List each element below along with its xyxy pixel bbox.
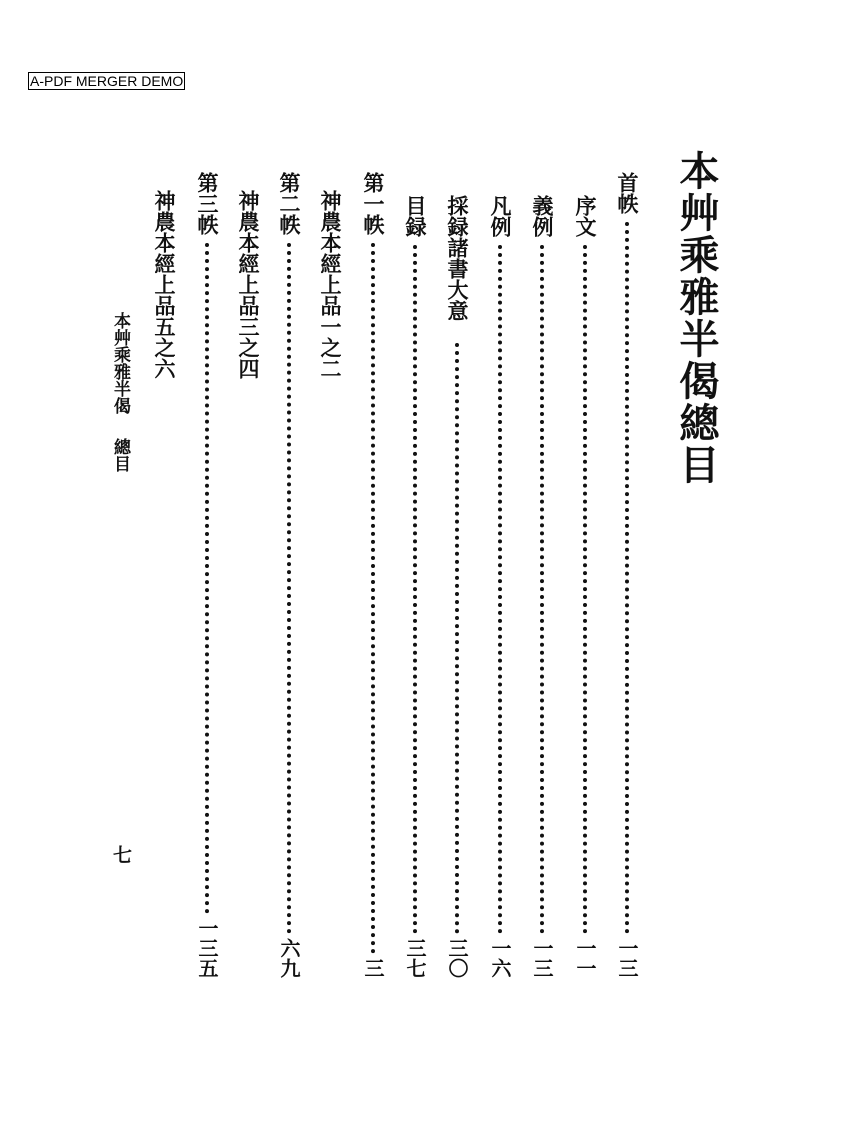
entry-label: 第二帙 [277, 172, 302, 235]
entry-label: 序文 [573, 195, 598, 237]
margin-book-title: 本艸乘雅半偈 [110, 312, 130, 414]
entry-label: 第一帙 [361, 172, 386, 235]
entry-page: 三七 [403, 938, 427, 978]
leader-dots [498, 245, 502, 934]
page-number: 七 [110, 845, 132, 864]
toc-entry [358, 172, 388, 978]
entry-page: 一三 [530, 938, 554, 978]
entry-page: 一一 [573, 938, 597, 978]
toc-entry [527, 195, 557, 978]
toc-entry [485, 195, 515, 978]
leader-dots [205, 243, 209, 914]
entry-page: 一六 [488, 938, 512, 978]
margin-header [108, 312, 133, 472]
entry-label: 目録 [403, 195, 428, 237]
toc-entry [400, 195, 430, 978]
entry-page: 六九 [277, 938, 301, 978]
entry-page: 一三 [615, 938, 639, 978]
watermark: A-PDF MERGER DEMO [30, 73, 184, 89]
entry-page: 三〇 [445, 938, 469, 978]
toc-entry [274, 172, 304, 978]
toc-entry [192, 172, 222, 978]
entry-label: 採録諸書大意 [445, 195, 470, 321]
entry-label: 首帙 [615, 172, 640, 214]
leader-dots [625, 222, 629, 934]
leader-dots [540, 245, 544, 934]
leader-dots [287, 243, 291, 934]
toc-entry [612, 172, 642, 978]
entry-page: 三 [361, 958, 385, 978]
toc-entry [442, 195, 472, 978]
leader-dots [413, 245, 417, 934]
leader-dots [371, 243, 375, 954]
entry-label: 義例 [530, 195, 555, 237]
subtitle: 神農本經上品一之二 [318, 190, 343, 379]
entry-page: 一三五 [195, 918, 219, 978]
subtitle: 神農本經上品三之四 [236, 190, 261, 379]
toc-entry [570, 195, 600, 978]
leader-dots [455, 343, 459, 934]
entry-label: 第三帙 [195, 172, 220, 235]
leader-dots [583, 245, 587, 934]
entry-label: 凡例 [488, 195, 513, 237]
page-title: 本艸乘雅半偈總目 [673, 150, 720, 486]
subtitle: 神農本經上品五之六 [152, 190, 177, 379]
margin-section: 總目 [110, 438, 130, 472]
